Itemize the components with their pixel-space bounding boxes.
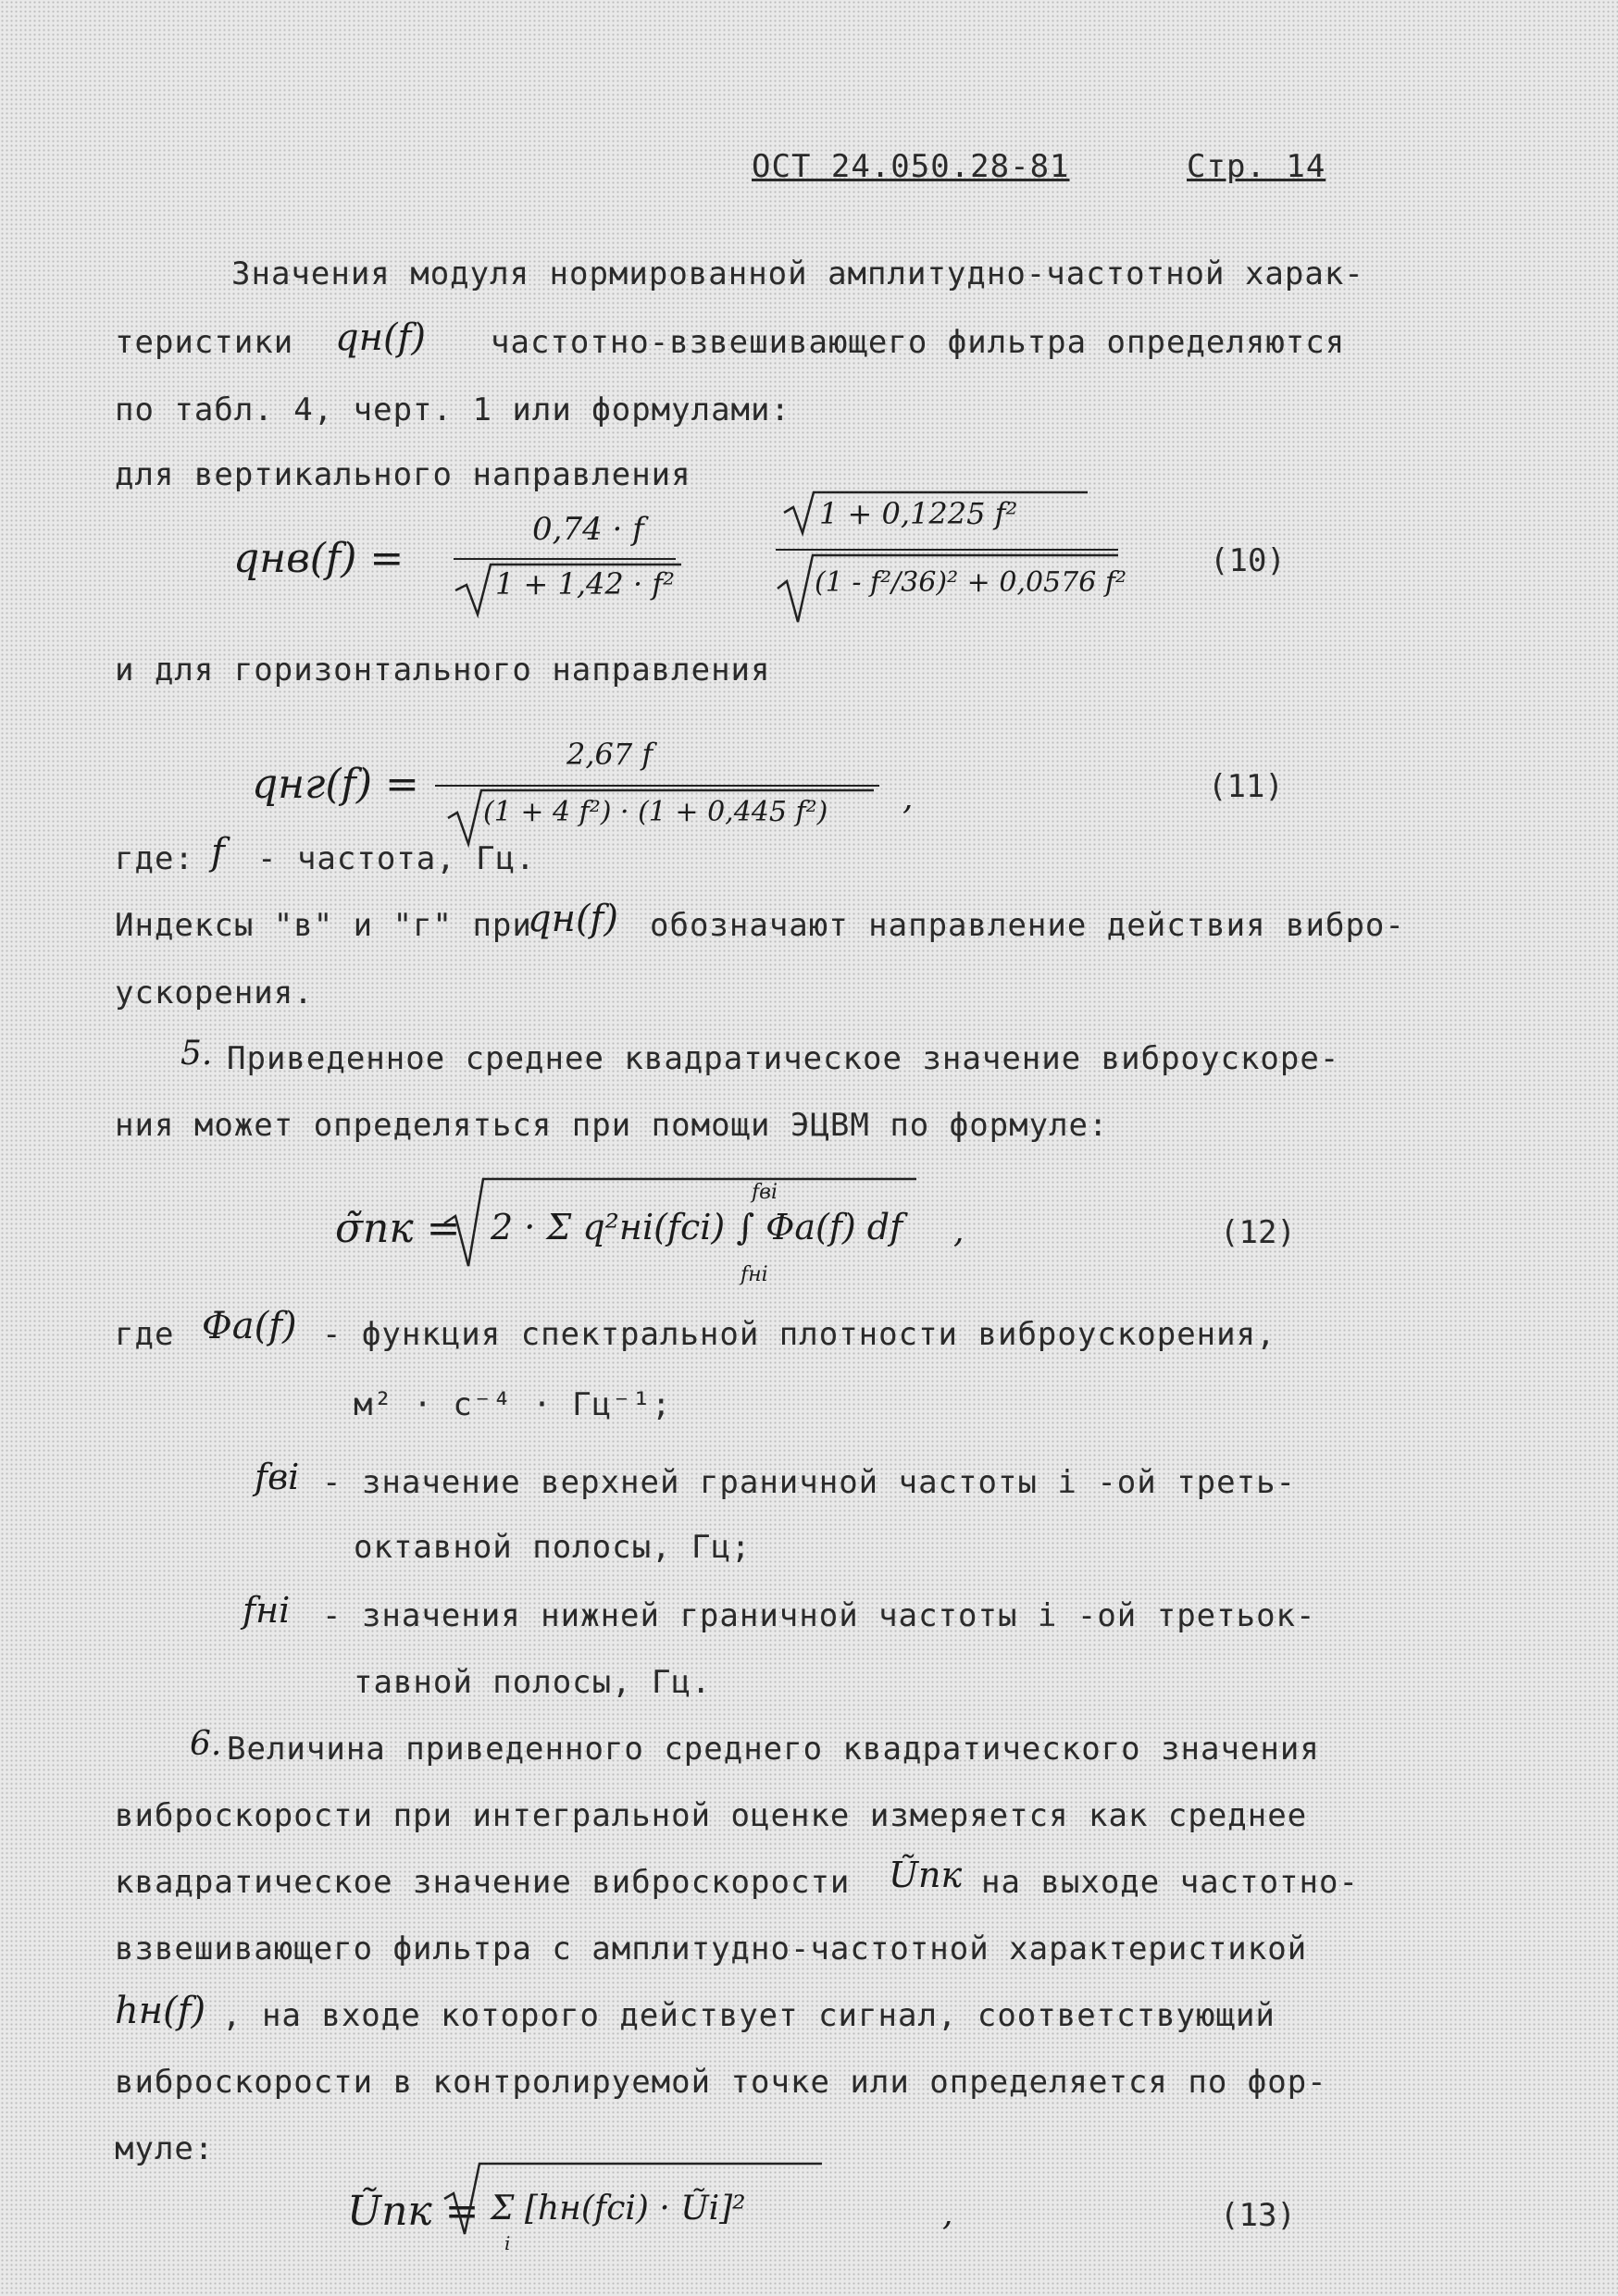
formula12-lower-limit: fнi bbox=[741, 1263, 768, 1286]
formula13-lhs: Ũпк = bbox=[347, 2188, 479, 2235]
formula13-number: (13) bbox=[1220, 2197, 1296, 2234]
formula10-fraction-line1 bbox=[454, 558, 676, 560]
formula10-den2: (1 - f²/36)² + 0,0576 f² bbox=[815, 566, 1126, 599]
formula13-tail: , bbox=[942, 2195, 953, 2233]
formula11-tail: , bbox=[902, 779, 914, 817]
formula12-number: (12) bbox=[1220, 1214, 1296, 1251]
formula11-fraction-line bbox=[435, 785, 879, 787]
formula11-lhs: qнг(f) = bbox=[252, 761, 419, 808]
item6-number: 6. bbox=[190, 1725, 222, 1763]
item6-line3-symbol: Ũпк bbox=[889, 1855, 963, 1895]
formula12-body: 2 · Σ q²нi(fci) ∫ Φa(f) df bbox=[491, 1207, 903, 1247]
item6-line1: Величина приведенного среднего квадратического значения bbox=[227, 1731, 1320, 1768]
item6-line3a: квадратическое значение виброскорости bbox=[115, 1864, 851, 1901]
formula11-den: (1 + 4 f²) · (1 + 0,445 f²) bbox=[483, 796, 828, 828]
where-f-text: - частота, Гц. bbox=[257, 840, 536, 877]
defs12-fv-line2: октавной полосы, Гц; bbox=[354, 1529, 752, 1566]
standard-number: ОСТ 24.050.28-81 bbox=[752, 148, 1070, 185]
formula10-lhs: qнв(f) = bbox=[233, 535, 404, 582]
item5-line2: ния может определяться при помощи ЭЦВМ по формуле: bbox=[115, 1107, 1109, 1144]
defs12-fn-line1: - значения нижней граничной частоты i -ой третьок- bbox=[322, 1597, 1316, 1634]
where-f-symbol: f bbox=[211, 831, 225, 874]
index-note-q-symbol: qн(f) bbox=[528, 898, 618, 940]
formula12-tail: , bbox=[953, 1212, 965, 1250]
item6-line3b: на выходе частотно- bbox=[981, 1864, 1359, 1901]
defs12-fn-line2: тавной полосы, Гц. bbox=[354, 1664, 712, 1701]
defs12-phi-symbol: Φa(f) bbox=[202, 1305, 297, 1347]
item6-line5: , на входе которого действует сигнал, соответствующий bbox=[222, 1997, 1276, 2034]
formula13-body: Σ [hн(fci) · Ũi]² bbox=[491, 2190, 746, 2228]
index-note-line1a: Индексы "в" и "г" при bbox=[115, 907, 532, 944]
page-number: Стр. 14 bbox=[1187, 148, 1326, 185]
item6-line6: виброскорости в контролируемой точке или определяется по фор- bbox=[115, 2064, 1327, 2101]
item5-line1: Приведенное среднее квадратическое значение виброускоре- bbox=[227, 1040, 1340, 1077]
para1-line4: для вертикального направления bbox=[115, 456, 691, 493]
formula10-num1: 0,74 · f bbox=[532, 511, 644, 548]
formula11-number: (11) bbox=[1208, 768, 1284, 805]
formula11-num: 2,67 f bbox=[566, 737, 653, 772]
item5-number: 5. bbox=[180, 1035, 213, 1073]
item6-line7: муле: bbox=[115, 2130, 215, 2167]
formula13-sub: i bbox=[504, 2232, 511, 2254]
where-label: где: bbox=[115, 840, 194, 877]
defs12-fv-symbol: fвi bbox=[255, 1457, 300, 1497]
item6-line5-symbol: hн(f) bbox=[115, 1990, 206, 2032]
item6-line2: виброскорости при интегральной оценке измеряется как среднее bbox=[115, 1797, 1308, 1834]
formula10-num2: 1 + 0,1225 f² bbox=[819, 496, 1018, 531]
defs12-label: где bbox=[115, 1316, 175, 1353]
defs12-fn-symbol: fнi bbox=[243, 1590, 291, 1631]
defs12-fv-line1: - значение верхней граничной частоты i -ой треть- bbox=[322, 1464, 1297, 1501]
formula12-upper-limit: fвi bbox=[752, 1181, 778, 1204]
formula12-lhs: σ̃пк = bbox=[335, 1205, 461, 1252]
formula10-fraction-line2 bbox=[776, 549, 1118, 551]
index-note-line1b: обозначают направление действия вибро- bbox=[650, 907, 1405, 944]
para1-line3: по табл. 4, черт. 1 или формулами: bbox=[115, 391, 790, 428]
item6-line4: взвешивающего фильтра с амплитудно-частотной характеристикой bbox=[115, 1930, 1308, 1967]
horizontal-label: и для горизонтального направления bbox=[115, 652, 771, 689]
para1-line2b: частотно-взвешивающего фильтра определяются bbox=[491, 324, 1346, 361]
para1-line2a: теристики bbox=[115, 324, 294, 361]
defs12-units: м² · с⁻⁴ · Гц⁻¹; bbox=[354, 1386, 672, 1423]
q-symbol: qн(f) bbox=[335, 316, 426, 359]
formula10-den1: 1 + 1,42 · f² bbox=[495, 566, 675, 602]
formula10-number: (10) bbox=[1210, 542, 1286, 579]
defs12-phi-text: - функция спектральной плотности виброускорения, bbox=[322, 1316, 1276, 1353]
index-note-line2: ускорения. bbox=[115, 974, 314, 1011]
para1-line1: Значения модуля нормированной амплитудно-частотной харак- bbox=[231, 255, 1364, 292]
